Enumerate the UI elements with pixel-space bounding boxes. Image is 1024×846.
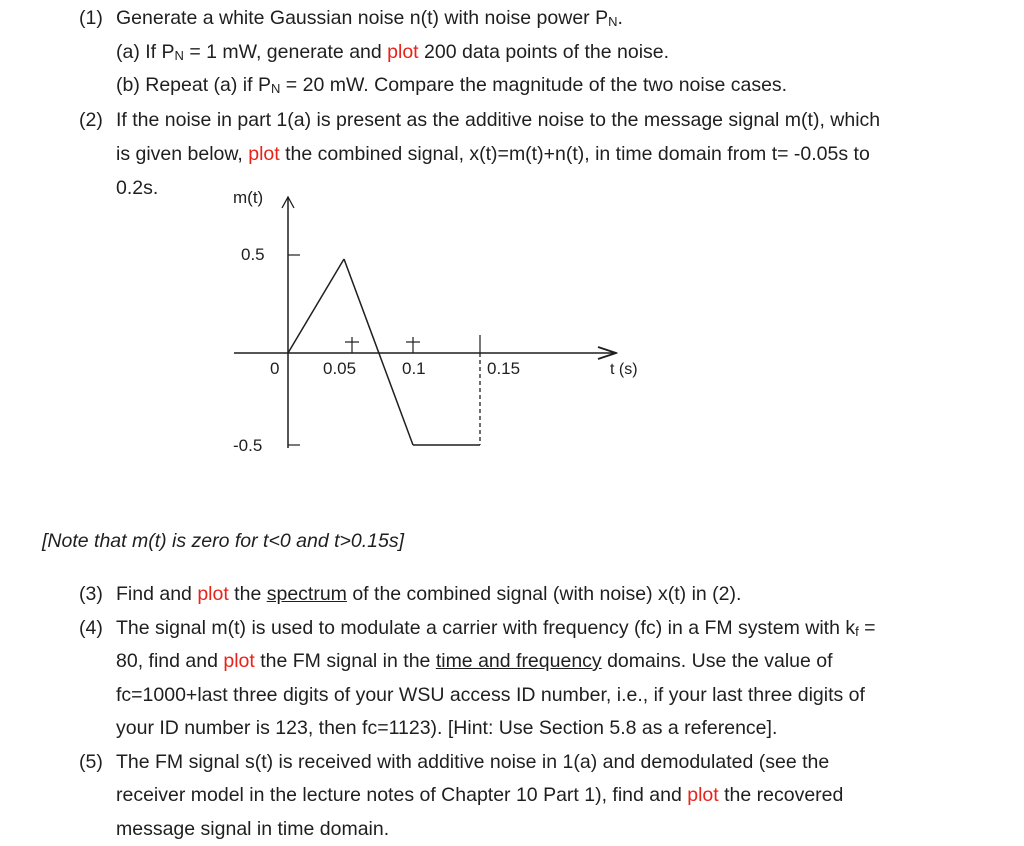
signal-rise	[288, 259, 344, 353]
y-tick-label-0: 0	[270, 359, 280, 378]
problem-4-line-3: fc=1000+last three digits of your WSU access ID number, i.e., if your last three digits of	[116, 684, 865, 706]
item-number-5: (5)	[79, 751, 103, 773]
problem-4-line-1: The signal m(t) is used to modulate a carrier with frequency (fc) in a FM system with $k_f$ =	[116, 617, 876, 639]
x-tick-label-0.1: 0.1	[402, 359, 426, 378]
x-tick-label-0.15: 0.15	[487, 359, 521, 378]
problem-1a-text: (a) If $P_N = 1$ mW, generate and plot 200 data points of the noise.	[116, 41, 670, 63]
problem-2-line-1: If the noise in part 1(a) is present as the additive noise to the message signal m(t), which	[116, 109, 881, 131]
problem-3-text: Find and plot the spectrum of the combined signal (with noise) x(t) in (2).	[116, 583, 742, 605]
item-number-1: (1)	[79, 7, 103, 29]
plot-keyword: plot	[223, 650, 255, 672]
y-axis-label: m(t)	[233, 188, 264, 207]
note-text: [Note that m(t) is zero for t<0 and t>0.15s]	[42, 530, 405, 552]
problem-2-line-2: is given below, plot the combined signal, x(t)=m(t)+n(t), in time domain from t= -0.05s to	[116, 143, 870, 165]
item-number-2: (2)	[79, 109, 103, 131]
item-number-4: (4)	[79, 617, 103, 639]
y-tick-label-0.5: 0.5	[241, 245, 265, 264]
y-tick-label-neg0.5: -0.5	[233, 436, 263, 455]
item-number-3: (3)	[79, 583, 103, 605]
time-frequency-underlined: time and frequency	[435, 650, 602, 672]
plot-keyword: plot	[387, 41, 419, 63]
x-axis-label: t (s)	[610, 361, 638, 378]
problem-5-line-3: message signal in time domain.	[116, 818, 390, 840]
problem-5-line-2: receiver model in the lecture notes of Chapter 10 Part 1), find and plot the recovered	[116, 784, 844, 806]
spectrum-underlined: spectrum	[266, 583, 347, 605]
plot-keyword: plot	[197, 583, 229, 605]
plot-keyword: plot	[687, 784, 719, 806]
problem-4-line-2: 80, find and plot the FM signal in the time and frequency domains. Use the value of	[116, 650, 833, 672]
problem-5-line-1: The FM signal s(t) is received with additive noise in 1(a) and demodulated (see the	[116, 751, 830, 773]
problem-1b-text: (b) Repeat (a) if $P_N = 20$ mW. Compare the magnitude of the two noise cases.	[116, 74, 788, 96]
problem-2-line-3: 0.2s.	[116, 177, 159, 199]
signal-fall	[344, 259, 413, 445]
plot-keyword: plot	[248, 143, 280, 165]
problem-1-text: Generate a white Gaussian noise n(t) with noise power $P_N$.	[116, 7, 623, 29]
x-tick-label-0.05: 0.05	[323, 359, 357, 378]
problem-4-line-4: your ID number is 123, then fc=1123). [Hint: Use Section 5.8 as a reference].	[116, 717, 778, 739]
